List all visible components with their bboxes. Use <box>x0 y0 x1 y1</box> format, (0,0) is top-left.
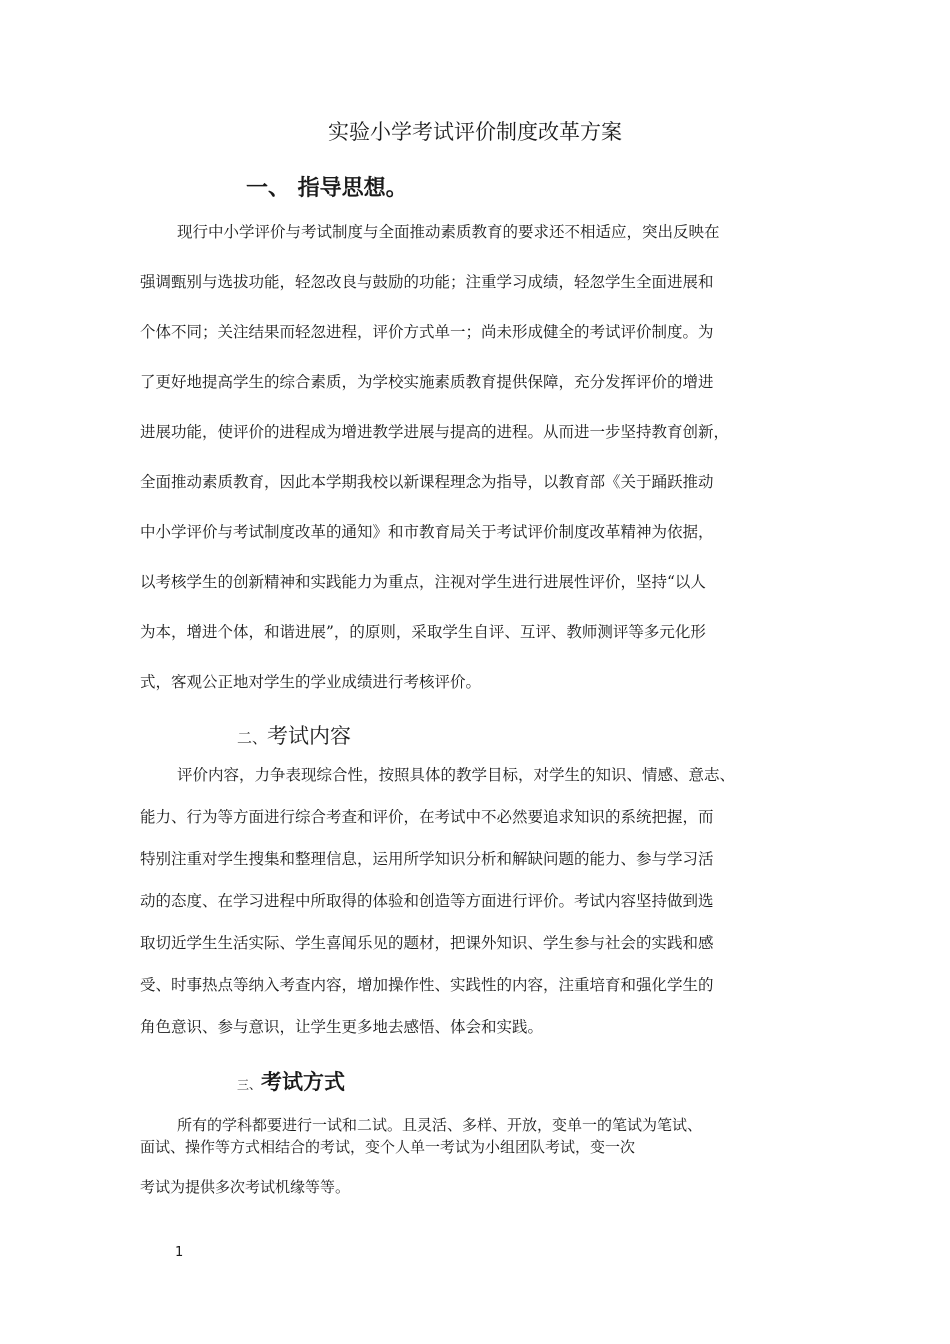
paragraph-line: 全面推动素质教育，因此本学期我校以新课程理念为指导，以教育部《关于踊跃推动 <box>140 473 714 491</box>
paragraph-line: 现行中小学评价与考试制度与全面推动素质教育的要求还不相适应，突出反映在 <box>177 223 720 241</box>
paragraph-line: 以考核学生的创新精神和实践能力为重点，注视对学生进行进展性评价，坚持“以人 <box>140 573 706 591</box>
section-3-number: 三、 <box>237 1078 262 1092</box>
paragraph-line: 所有的学科都要进行一试和二试。且灵活、多样、开放，变单一的笔试为笔试、 <box>177 1116 703 1134</box>
paragraph-line: 特别注重对学生搜集和整理信息，运用所学知识分析和解缺问题的能力、参与学习活 <box>140 850 714 868</box>
paragraph-line: 式，客观公正地对学生的学业成绩进行考核评价。 <box>140 673 482 691</box>
paragraph-line: 个体不同；关注结果而轻忽进程，评价方式单一；尚未形成健全的考试评价制度。为 <box>140 323 714 341</box>
paragraph-line: 评价内容，力争表现综合性，按照具体的教学目标，对学生的知识、情感、意志、 <box>177 766 736 784</box>
paragraph-line: 取切近学生生活实际、学生喜闻乐见的题材，把课外知识、学生参与社会的实践和感 <box>140 934 714 952</box>
paragraph-line: 能力、行为等方面进行综合考查和评价，在考试中不必然要追求知识的系统把握，而 <box>140 808 714 826</box>
section-3-heading <box>237 1066 345 1096</box>
paragraph-line: 角色意识、参与意识，让学生更多地去感悟、体会和实践。 <box>140 1018 544 1036</box>
section-2-number: 二、 <box>237 729 268 747</box>
page-number: 1 <box>175 1245 184 1260</box>
section-2-heading <box>237 720 351 750</box>
section-2-title: 考试内容 <box>267 724 352 748</box>
paragraph-line: 进展功能，使评价的进程成为增进教学进展与提高的进程。从而进一步坚持教育创新， <box>140 423 730 441</box>
paragraph-line: 面试、操作等方式相结合的考试，变个人单一考试为小组团队考试，变一次 <box>140 1138 636 1156</box>
section-3-title: 考试方式 <box>261 1070 346 1094</box>
paragraph-line: 中小学评价与考试制度改革的通知》和市教育局关于考试评价制度改革精神为依据， <box>140 523 714 541</box>
section-1-heading: 一、 指导思想。 <box>246 176 408 201</box>
paragraph-line: 强调甄别与选拔功能，轻忽改良与鼓励的功能；注重学习成绩，轻忽学生全面进展和 <box>140 273 714 291</box>
paragraph-line: 考试为提供多次考试机缘等等。 <box>140 1178 351 1196</box>
paragraph-line: 动的态度、在学习进程中所取得的体验和创造等方面进行评价。考试内容坚持做到选 <box>140 892 714 910</box>
paragraph-line: 了更好地提高学生的综合素质，为学校实施素质教育提供保障，充分发挥评价的增进 <box>140 373 714 391</box>
paragraph-line: 受、时事热点等纳入考查内容，增加操作性、实践性的内容，注重培育和强化学生的 <box>140 976 714 994</box>
paragraph-line: 为本，增进个体，和谐进展”，的原则，采取学生自评、互评、教师测评等多元化形 <box>140 623 706 641</box>
document-title: 实验小学考试评价制度改革方案 <box>328 120 622 144</box>
